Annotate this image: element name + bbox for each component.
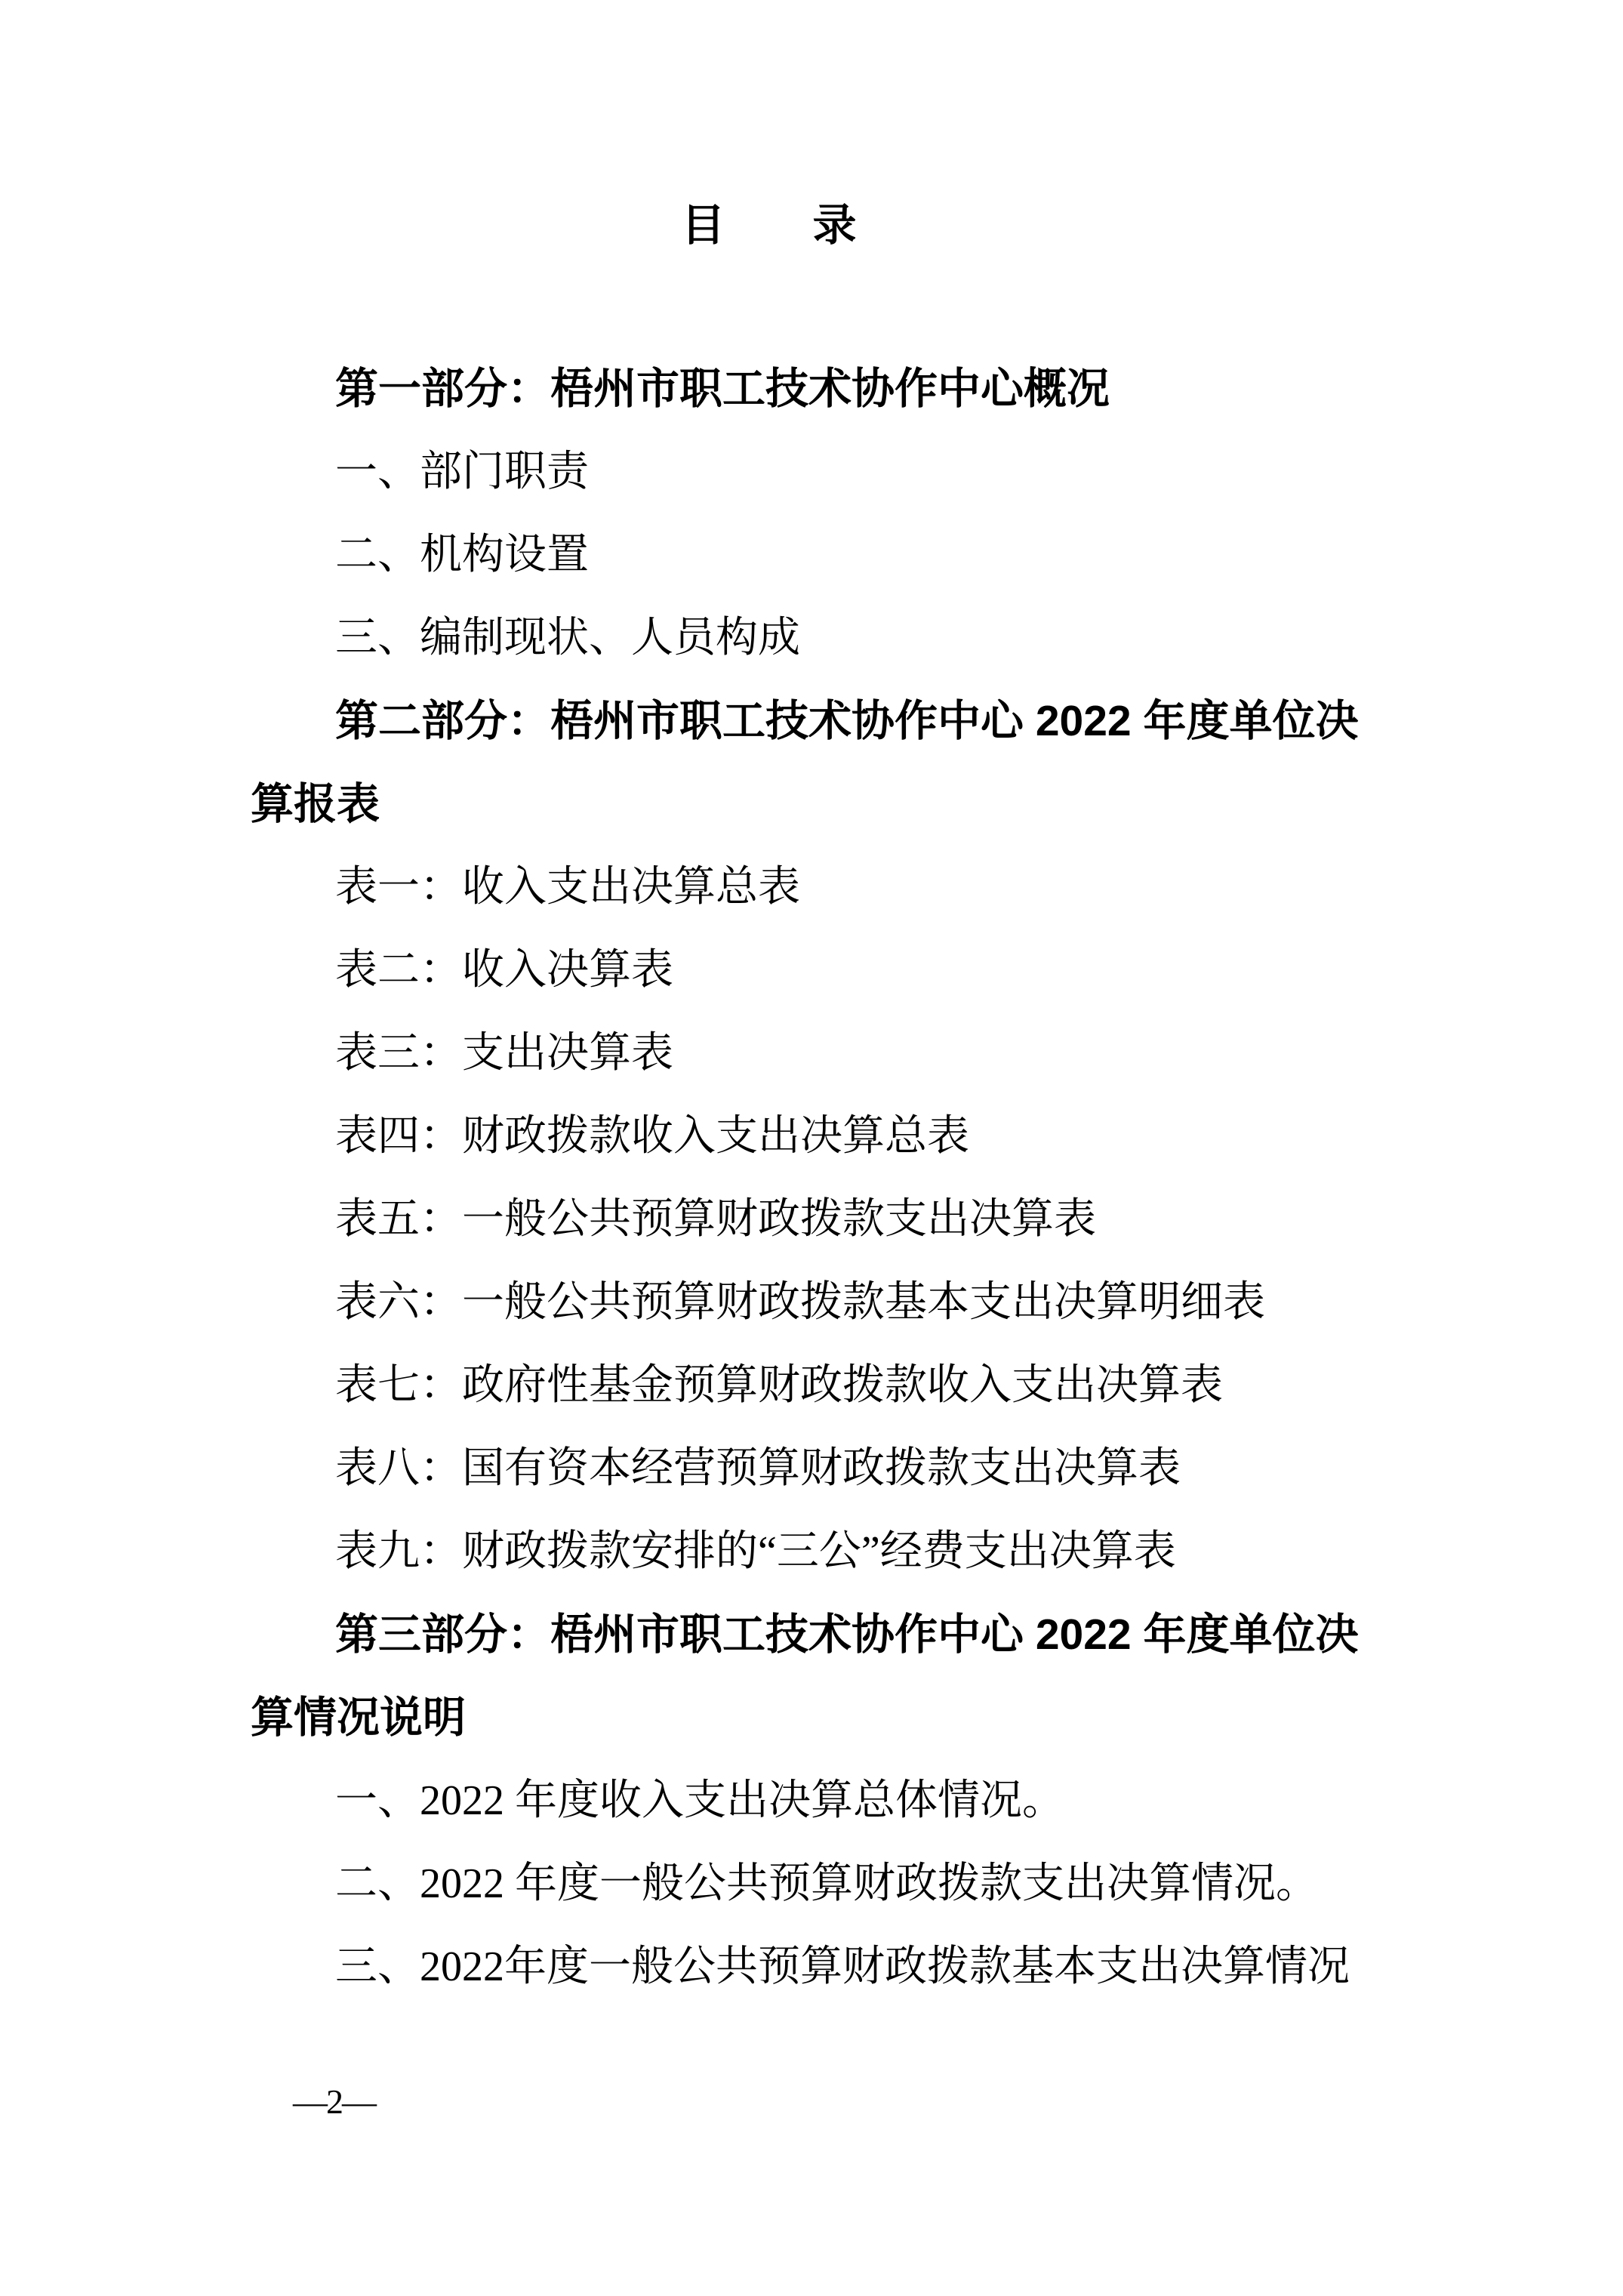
- toc-item: 表三：支出决算表: [335, 1030, 673, 1077]
- toc-list: [251, 347, 1372, 2008]
- toc-section-heading: 第二部分：梧州市职工技术协作中心 2022 年度单位决 算报表: [251, 697, 1359, 828]
- toc-item: 表四：财政拨款收入支出决算总表: [335, 1113, 969, 1160]
- toc-item: 三、2022年度一般公共预算财政拨款基本支出决算情况: [335, 1943, 1350, 1990]
- page-title: 目 录: [681, 201, 857, 250]
- toc-item: 二、2022 年度一般公共预算财政拨款支出决算情况。: [335, 1860, 1318, 1907]
- toc-item: 表五：一般公共预算财政拨款支出决算表: [335, 1196, 1096, 1243]
- toc-item: 三、编制现状、人员构成: [335, 615, 800, 661]
- toc-item: 表八：国有资本经营预算财政拨款支出决算表: [335, 1445, 1181, 1492]
- title-spacer: [251, 267, 1372, 347]
- page-number: —2—: [293, 2082, 375, 2121]
- toc-section-heading: 第三部分：梧州市职工技术协作中心 2022 年度单位决 算情况说明: [251, 1610, 1359, 1742]
- toc-item: 表六：一般公共预算财政拨款基本支出决算明细表: [335, 1279, 1265, 1326]
- toc-item: 一、部门职责: [335, 448, 589, 495]
- toc-item: 表九：财政拨款安排的“三公”经费支出决算表: [335, 1528, 1176, 1575]
- toc-section-heading: 第一部分：梧州市职工技术协作中心概况: [335, 365, 1110, 413]
- toc-item: 表二：收入决算表: [335, 947, 673, 994]
- toc-item: 表七：政府性基金预算财政拨款收入支出决算表: [335, 1362, 1223, 1409]
- toc-item: 二、机构设置: [335, 532, 589, 578]
- toc-item: 表一：收入支出决算总表: [335, 864, 800, 911]
- toc-item: 一、2022 年度收入支出决算总体情况。: [335, 1777, 1064, 1824]
